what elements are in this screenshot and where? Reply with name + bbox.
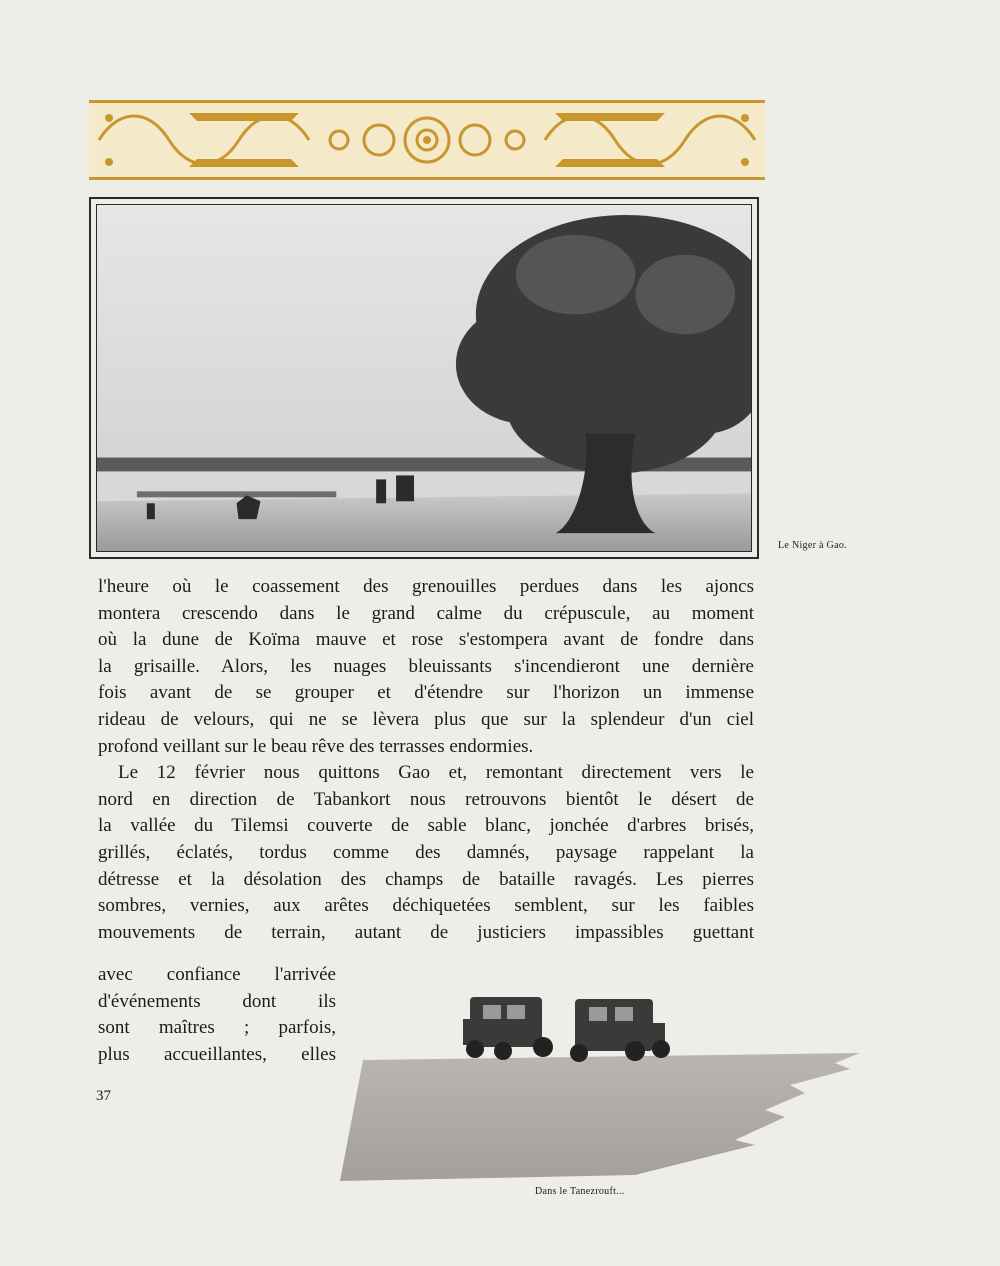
narrow-line: sont maîtres ; parfois, (98, 1017, 336, 1039)
top-photo-caption: Le Niger à Gao. (778, 540, 847, 551)
page-number: 37 (96, 1088, 111, 1104)
body-line: mouvements de terrain, autant de justiciers impassibles guettant (98, 921, 754, 943)
body-line: Le 12 février nous quittons Gao et, remontant directement vers le (118, 762, 754, 784)
body-text (98, 574, 754, 946)
tanezrouft-photo (335, 985, 895, 1185)
body-line: l'heure où le coassement des grenouilles perdues dans les ajoncs (98, 576, 754, 597)
body-line: rideau de velours, qui ne se lèvera plus que sur la splendeur d'un ciel (98, 708, 754, 730)
body-line: la grisaille. Alors, les nuages bleuissants s'incendieront une dernière (98, 655, 754, 677)
body-line: sombres, vernies, aux arêtes déchiquetées semblent, sur les faibles (98, 895, 754, 917)
narrow-line: d'événements dont ils (98, 990, 336, 1012)
body-line: nord en direction de Tabankort nous retrouvons bientôt le désert de (98, 788, 754, 810)
narrow-line: avec confiance l'arrivée (98, 964, 336, 985)
ornamental-border-band (89, 100, 765, 180)
body-line: grillés, éclatés, tordus comme des damnés, paysage rappelant la (98, 841, 754, 863)
narrow-text (98, 962, 336, 1068)
body-line: la vallée du Tilemsi couverte de sable blanc, jonchée d'arbres brisés, (98, 815, 754, 837)
body-line: montera crescendo dans le grand calme du crépuscule, au moment (98, 602, 754, 624)
niger-at-gao-photo (89, 197, 759, 559)
body-line: fois avant de se grouper et d'étendre sur l'horizon un immense (98, 682, 754, 704)
narrow-line: plus accueillantes, elles (98, 1043, 336, 1065)
body-line: détresse et la désolation des champs de bataille ravagés. Les pierres (98, 868, 754, 890)
bottom-photo-caption: Dans le Tanezrouft... (535, 1186, 625, 1197)
body-line: où la dune de Koïma mauve et rose s'estompera avant de fondre dans (98, 629, 754, 651)
body-line: profond veillant sur le beau rêve des terrasses endormies. (98, 735, 534, 757)
